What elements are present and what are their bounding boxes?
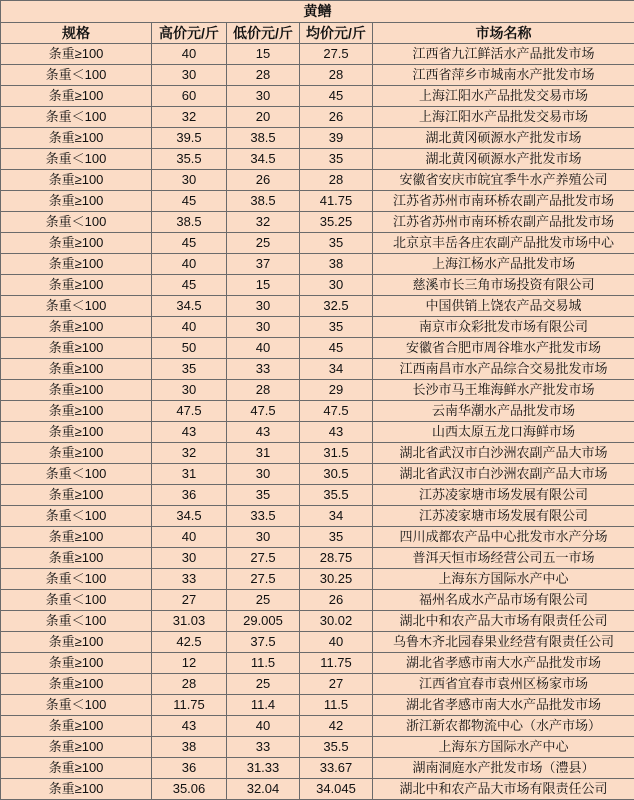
table-row (1, 758, 634, 779)
table-row (1, 506, 634, 527)
low-price-cell: 33.5 (227, 506, 300, 527)
high-price-cell: 47.5 (152, 401, 227, 422)
low-price-cell: 15 (227, 44, 300, 65)
header-spec: 规格 (1, 23, 152, 44)
avg-price-cell: 43 (300, 422, 373, 443)
high-price-cell: 45 (152, 233, 227, 254)
spec-cell: 条重≥100 (1, 170, 152, 191)
table-row (1, 191, 634, 212)
low-price-cell: 35 (227, 485, 300, 506)
low-price-cell: 29.005 (227, 611, 300, 632)
market-cell: 江苏省苏州市南环桥农副产品批发市场 (373, 212, 634, 233)
table-row (1, 212, 634, 233)
spec-cell: 条重≥100 (1, 338, 152, 359)
high-price-cell: 34.5 (152, 296, 227, 317)
spec-cell: 条重＜100 (1, 296, 152, 317)
avg-price-cell: 26 (300, 107, 373, 128)
spec-cell: 条重≥100 (1, 191, 152, 212)
spec-cell: 条重≥100 (1, 779, 152, 800)
header-avg-price: 均价元/斤 (300, 23, 373, 44)
header-row (1, 23, 634, 44)
table-row (1, 737, 634, 758)
high-price-cell: 40 (152, 254, 227, 275)
avg-price-cell: 11.75 (300, 653, 373, 674)
spec-cell: 条重≥100 (1, 86, 152, 107)
market-cell: 江西省宜春市袁州区杨家市场 (373, 674, 634, 695)
table-row (1, 359, 634, 380)
table-row (1, 44, 634, 65)
spec-cell: 条重≥100 (1, 359, 152, 380)
table-row (1, 485, 634, 506)
low-price-cell: 30 (227, 317, 300, 338)
table-row (1, 548, 634, 569)
table-row (1, 443, 634, 464)
avg-price-cell: 40 (300, 632, 373, 653)
market-cell: 云南华潮水产品批发市场 (373, 401, 634, 422)
high-price-cell: 40 (152, 527, 227, 548)
low-price-cell: 30 (227, 527, 300, 548)
low-price-cell: 25 (227, 233, 300, 254)
low-price-cell: 25 (227, 590, 300, 611)
spec-cell: 条重≥100 (1, 527, 152, 548)
high-price-cell: 30 (152, 170, 227, 191)
table-row (1, 695, 634, 716)
header-market: 市场名称 (373, 23, 634, 44)
table-row (1, 380, 634, 401)
high-price-cell: 12 (152, 653, 227, 674)
high-price-cell: 35 (152, 359, 227, 380)
spec-cell: 条重≥100 (1, 758, 152, 779)
low-price-cell: 28 (227, 380, 300, 401)
spec-cell: 条重≥100 (1, 632, 152, 653)
market-cell: 上海江阳水产品批发交易市场 (373, 86, 634, 107)
sheet-title: 黄鳝 (1, 1, 634, 23)
table-row (1, 296, 634, 317)
avg-price-cell: 27.5 (300, 44, 373, 65)
avg-price-cell: 30 (300, 275, 373, 296)
avg-price-cell: 42 (300, 716, 373, 737)
low-price-cell: 40 (227, 716, 300, 737)
avg-price-cell: 32.5 (300, 296, 373, 317)
avg-price-cell: 30.5 (300, 464, 373, 485)
market-cell: 长沙市马王堆海鲜水产批发市场 (373, 380, 634, 401)
spec-cell: 条重＜100 (1, 107, 152, 128)
market-cell: 湖北省孝感市南大水产品批发市场 (373, 653, 634, 674)
low-price-cell: 34.5 (227, 149, 300, 170)
low-price-cell: 32 (227, 212, 300, 233)
market-cell: 山西太原五龙口海鲜市场 (373, 422, 634, 443)
avg-price-cell: 35.5 (300, 485, 373, 506)
high-price-cell: 35.5 (152, 149, 227, 170)
spec-cell: 条重≥100 (1, 275, 152, 296)
market-cell: 湖北黄冈硕源水产批发市场 (373, 149, 634, 170)
avg-price-cell: 34 (300, 359, 373, 380)
low-price-cell: 40 (227, 338, 300, 359)
high-price-cell: 33 (152, 569, 227, 590)
avg-price-cell: 30.25 (300, 569, 373, 590)
spec-cell: 条重≥100 (1, 485, 152, 506)
spec-cell: 条重≥100 (1, 254, 152, 275)
low-price-cell: 20 (227, 107, 300, 128)
high-price-cell: 32 (152, 107, 227, 128)
market-cell: 南京市众彩批发市场有限公司 (373, 317, 634, 338)
high-price-cell: 35.06 (152, 779, 227, 800)
market-cell: 福州名成水产品市场有限公司 (373, 590, 634, 611)
market-cell: 普洱天恒市场经营公司五一市场 (373, 548, 634, 569)
table-row (1, 779, 634, 800)
high-price-cell: 38.5 (152, 212, 227, 233)
table-row (1, 632, 634, 653)
low-price-cell: 26 (227, 170, 300, 191)
spec-cell: 条重≥100 (1, 674, 152, 695)
avg-price-cell: 45 (300, 338, 373, 359)
market-cell: 安徽省合肥市周谷堆水产批发市场 (373, 338, 634, 359)
table-row (1, 86, 634, 107)
market-cell: 江苏凌家塘市场发展有限公司 (373, 506, 634, 527)
table-body (1, 44, 634, 800)
high-price-cell: 32 (152, 443, 227, 464)
high-price-cell: 50 (152, 338, 227, 359)
table-row (1, 233, 634, 254)
table-row (1, 317, 634, 338)
market-cell: 上海江阳水产品批发交易市场 (373, 107, 634, 128)
high-price-cell: 38 (152, 737, 227, 758)
market-cell: 湖北黄冈硕源水产批发市场 (373, 128, 634, 149)
avg-price-cell: 45 (300, 86, 373, 107)
avg-price-cell: 35 (300, 233, 373, 254)
avg-price-cell: 34 (300, 506, 373, 527)
high-price-cell: 43 (152, 422, 227, 443)
table-row (1, 338, 634, 359)
high-price-cell: 27 (152, 590, 227, 611)
low-price-cell: 37 (227, 254, 300, 275)
market-cell: 江苏省苏州市南环桥农副产品批发市场 (373, 191, 634, 212)
low-price-cell: 43 (227, 422, 300, 443)
low-price-cell: 11.4 (227, 695, 300, 716)
market-cell: 湖南洞庭水产批发市场（澧县） (373, 758, 634, 779)
avg-price-cell: 41.75 (300, 191, 373, 212)
spec-cell: 条重≥100 (1, 401, 152, 422)
high-price-cell: 34.5 (152, 506, 227, 527)
low-price-cell: 38.5 (227, 128, 300, 149)
market-cell: 上海东方国际水产中心 (373, 737, 634, 758)
spec-cell: 条重＜100 (1, 149, 152, 170)
high-price-cell: 30 (152, 65, 227, 86)
spec-cell: 条重＜100 (1, 464, 152, 485)
spec-cell: 条重≥100 (1, 317, 152, 338)
spec-cell: 条重≥100 (1, 653, 152, 674)
low-price-cell: 33 (227, 737, 300, 758)
spec-cell: 条重≥100 (1, 548, 152, 569)
avg-price-cell: 28 (300, 65, 373, 86)
high-price-cell: 30 (152, 380, 227, 401)
table-row (1, 107, 634, 128)
spec-cell: 条重＜100 (1, 695, 152, 716)
high-price-cell: 45 (152, 191, 227, 212)
avg-price-cell: 35.5 (300, 737, 373, 758)
market-cell: 湖北省孝感市南大水产品批发市场 (373, 695, 634, 716)
spec-cell: 条重＜100 (1, 590, 152, 611)
low-price-cell: 27.5 (227, 548, 300, 569)
high-price-cell: 45 (152, 275, 227, 296)
high-price-cell: 60 (152, 86, 227, 107)
table-row (1, 275, 634, 296)
avg-price-cell: 47.5 (300, 401, 373, 422)
table-row (1, 254, 634, 275)
low-price-cell: 31.33 (227, 758, 300, 779)
table-row (1, 527, 634, 548)
spec-cell: 条重≥100 (1, 737, 152, 758)
high-price-cell: 31.03 (152, 611, 227, 632)
spec-cell: 条重≥100 (1, 716, 152, 737)
avg-price-cell: 27 (300, 674, 373, 695)
high-price-cell: 39.5 (152, 128, 227, 149)
table-row (1, 653, 634, 674)
market-cell: 上海江杨水产品批发市场 (373, 254, 634, 275)
market-cell: 湖北中和农产品大市场有限责任公司 (373, 611, 634, 632)
high-price-cell: 28 (152, 674, 227, 695)
avg-price-cell: 31.5 (300, 443, 373, 464)
low-price-cell: 32.04 (227, 779, 300, 800)
title-row (1, 1, 634, 23)
avg-price-cell: 28 (300, 170, 373, 191)
market-cell: 四川成都农产品中心批发市水产分场 (373, 527, 634, 548)
avg-price-cell: 38 (300, 254, 373, 275)
market-cell: 江苏凌家塘市场发展有限公司 (373, 485, 634, 506)
market-cell: 上海东方国际水产中心 (373, 569, 634, 590)
low-price-cell: 30 (227, 86, 300, 107)
low-price-cell: 15 (227, 275, 300, 296)
avg-price-cell: 39 (300, 128, 373, 149)
table-row (1, 65, 634, 86)
high-price-cell: 40 (152, 317, 227, 338)
avg-price-cell: 35.25 (300, 212, 373, 233)
high-price-cell: 40 (152, 44, 227, 65)
low-price-cell: 37.5 (227, 632, 300, 653)
high-price-cell: 30 (152, 548, 227, 569)
market-cell: 安徽省安庆市皖宜季牛水产养殖公司 (373, 170, 634, 191)
header-high-price: 高价元/斤 (152, 23, 227, 44)
avg-price-cell: 26 (300, 590, 373, 611)
low-price-cell: 28 (227, 65, 300, 86)
market-cell: 浙江新农都物流中心（水产市场） (373, 716, 634, 737)
spec-cell: 条重＜100 (1, 569, 152, 590)
market-cell: 湖北省武汉市白沙洲农副产品大市场 (373, 464, 634, 485)
table-row (1, 674, 634, 695)
low-price-cell: 25 (227, 674, 300, 695)
avg-price-cell: 30.02 (300, 611, 373, 632)
market-cell: 乌鲁木齐北园春果业经营有限责任公司 (373, 632, 634, 653)
market-cell: 北京京丰岳各庄农副产品批发市场中心 (373, 233, 634, 254)
spec-cell: 条重＜100 (1, 212, 152, 233)
market-cell: 慈溪市长三角市场投资有限公司 (373, 275, 634, 296)
spec-cell: 条重≥100 (1, 128, 152, 149)
avg-price-cell: 33.67 (300, 758, 373, 779)
low-price-cell: 47.5 (227, 401, 300, 422)
high-price-cell: 11.75 (152, 695, 227, 716)
market-cell: 江西省萍乡市城南水产批发市场 (373, 65, 634, 86)
spec-cell: 条重≥100 (1, 380, 152, 401)
table-row (1, 422, 634, 443)
low-price-cell: 31 (227, 443, 300, 464)
avg-price-cell: 34.045 (300, 779, 373, 800)
spec-cell: 条重≥100 (1, 443, 152, 464)
high-price-cell: 43 (152, 716, 227, 737)
market-cell: 湖北中和农产品大市场有限责任公司 (373, 779, 634, 800)
spec-cell: 条重＜100 (1, 506, 152, 527)
avg-price-cell: 11.5 (300, 695, 373, 716)
table-row (1, 149, 634, 170)
low-price-cell: 11.5 (227, 653, 300, 674)
table-row (1, 716, 634, 737)
low-price-cell: 30 (227, 296, 300, 317)
table-row (1, 170, 634, 191)
spec-cell: 条重≥100 (1, 422, 152, 443)
low-price-cell: 38.5 (227, 191, 300, 212)
avg-price-cell: 35 (300, 317, 373, 338)
high-price-cell: 31 (152, 464, 227, 485)
header-low-price: 低价元/斤 (227, 23, 300, 44)
table-row (1, 569, 634, 590)
spec-cell: 条重＜100 (1, 611, 152, 632)
table-row (1, 401, 634, 422)
market-cell: 中国供销上饶农产品交易城 (373, 296, 634, 317)
avg-price-cell: 35 (300, 527, 373, 548)
high-price-cell: 36 (152, 758, 227, 779)
table-row (1, 128, 634, 149)
avg-price-cell: 28.75 (300, 548, 373, 569)
market-cell: 江西南昌市水产品综合交易批发市场 (373, 359, 634, 380)
low-price-cell: 33 (227, 359, 300, 380)
table-row (1, 464, 634, 485)
avg-price-cell: 29 (300, 380, 373, 401)
spec-cell: 条重＜100 (1, 65, 152, 86)
spec-cell: 条重≥100 (1, 233, 152, 254)
avg-price-cell: 35 (300, 149, 373, 170)
low-price-cell: 27.5 (227, 569, 300, 590)
market-cell: 江西省九江鲜活水产品批发市场 (373, 44, 634, 65)
table-row (1, 611, 634, 632)
high-price-cell: 36 (152, 485, 227, 506)
market-cell: 湖北省武汉市白沙洲农副产品大市场 (373, 443, 634, 464)
spec-cell: 条重≥100 (1, 44, 152, 65)
table-row (1, 590, 634, 611)
high-price-cell: 42.5 (152, 632, 227, 653)
low-price-cell: 30 (227, 464, 300, 485)
